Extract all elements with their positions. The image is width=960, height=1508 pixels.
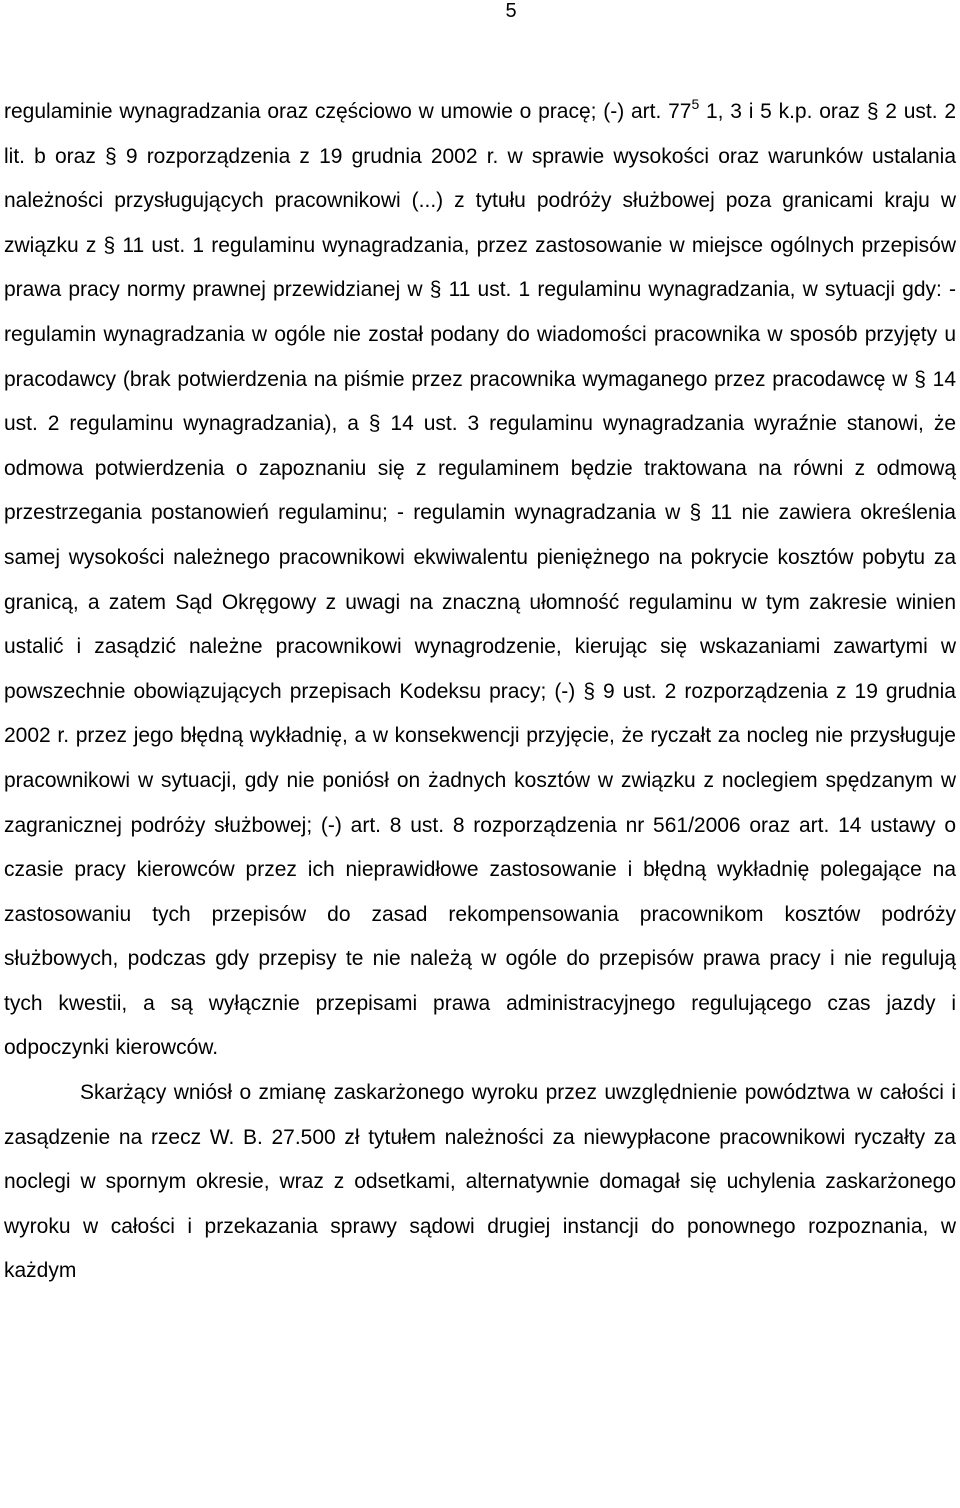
paragraph-2 [4, 1071, 956, 1294]
text-segment: Skarżący wniósł o zmianę zaskarżonego wyroku przez uwzględnienie powództwa w całości i zasądzenie na rzecz W. B. 27.500 zł tytułem należności za niewypłacone pracownikowi ryczałty za noclegi w spornym okresie, wraz z odsetkami, alternatywnie domagał się uchylenia zaskarżonego wyroku w całości i przekazania sprawy sądowi drugiej instancji do ponownego rozpoznania, w każdym [4, 1081, 956, 1283]
text-segment: 1, 3 i 5 k.p. oraz § 2 ust. 2 lit. b oraz § 9 rozporządzenia z 19 grudnia 2002 r. w sprawie wysokości oraz warunków ustalania należności przysługujących pracownikowi (...) z tytułu podróży służbowej poza granicami kraju w związku z § 11 ust. 1 regulaminu wynagradzania, przez zastosowanie w miejsce ogólnych przepisów prawa pracy normy prawnej przewidzianej w § 11 ust. 1 regulaminu wynagradzania, w sytuacji gdy: - regulamin wynagradzania w ogóle nie został podany do wiadomości pracownika w sposób przyjęty u pracodawcy (brak potwierdzenia na piśmie przez pracownika wymaganego przez pracodawcę w § 14 ust. 2 regulaminu wynagradzania), a § 14 ust. 3 regulaminu wynagradzania wyraźnie stanowi, że odmowa potwierdzenia o zapoznaniu się z regulaminem będzie traktowana na równi z odmową przestrzegania postanowień regulaminu; - regulamin wynagradzania w § 11 nie zawiera określenia samej wysokości należnego pracownikowi ekwiwalentu pieniężnego na pokrycie kosztów pobytu za granicą, a zatem Sąd Okręgowy z uwagi na znaczną ułomność regulaminu w tym zakresie winien ustalić i zasądzić należne pracownikowi wynagrodzenie, kierując się wskazaniami zawartymi w powszechnie obowiązujących przepisach Kodeksu pracy; (-) § 9 ust. 2 rozporządzenia z 19 grudnia 2002 r. przez jego błędną wykładnię, a w konsekwencji przyjęcie, że ryczałt za nocleg nie przysługuje pracownikowi w sytuacji, gdy nie poniósł on żadnych kosztów w związku z noclegiem spędzanym w zagranicznej podróży służbowej; (-) art. 8 ust. 8 rozporządzenia nr 561/2006 oraz art. 14 ustawy o czasie pracy kierowców przez ich nieprawidłowe zastosowanie i błędną wykładnię polegające na zastosowaniu tych przepisów do zasad rekompensowania pracownikom kosztów podróży służbowych, podczas gdy przepisy te nie należą w ogóle do przepisów prawa pracy i nie regulują tych kwestii, a są wyłącznie przepisami prawa administracyjnego regulującego czas jazdy i odpoczynki kierowców. [4, 100, 956, 1060]
page-number: 5 [505, 0, 517, 22]
paragraph-1 [4, 90, 956, 1071]
text-segment: regulaminie wynagradzania oraz częściowo w umowie o pracę; (-) art. 77 [4, 100, 692, 123]
superscript: 5 [691, 96, 700, 112]
document-body [4, 90, 956, 1294]
